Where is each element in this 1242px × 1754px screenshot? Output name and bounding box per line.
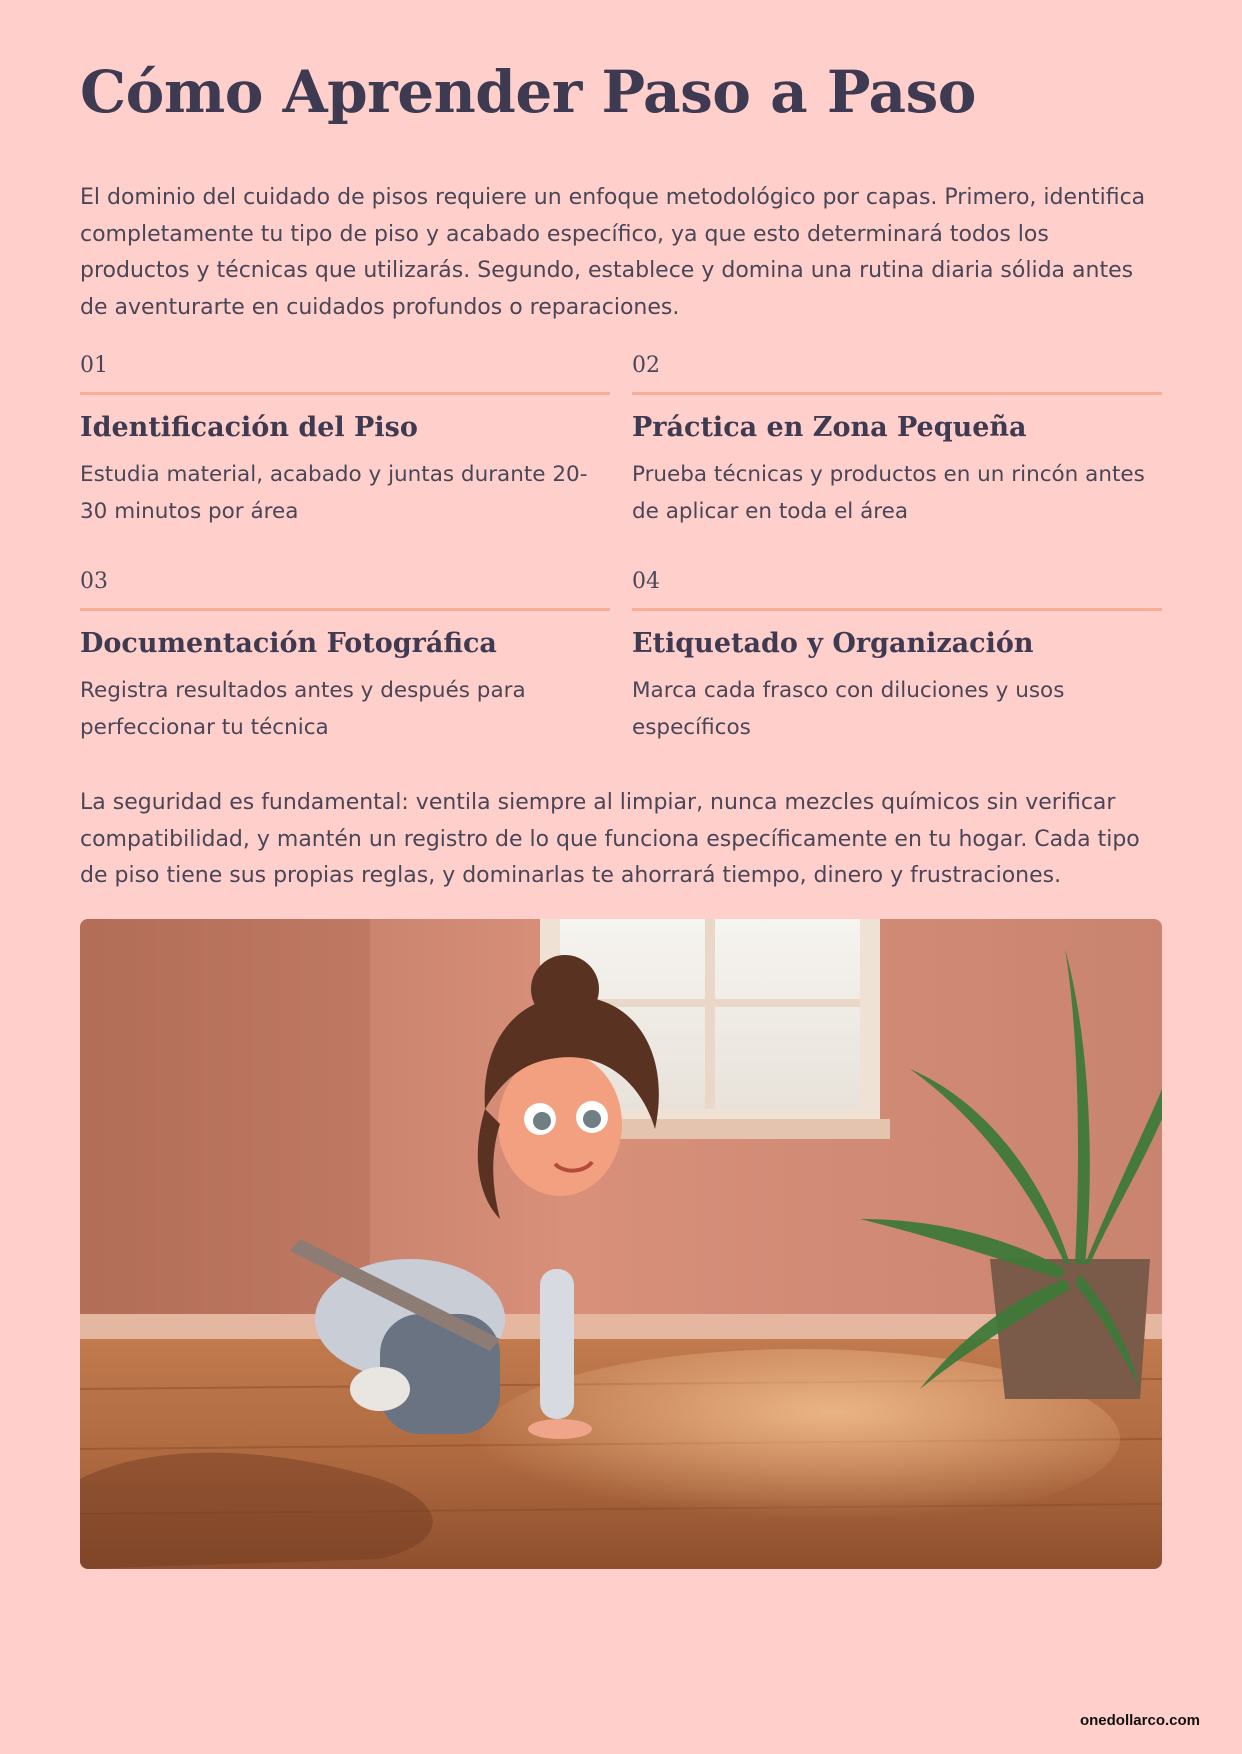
step-title: Práctica en Zona Pequeña [632, 412, 1027, 443]
step-divider [632, 392, 1162, 395]
step-card [632, 350, 1162, 530]
safety-paragraph: La seguridad es fundamental: ventila siempre al limpiar, nunca mezcles químicos sin verificar compatibilidad, y mantén un registro de lo que funciona específicamente en tu hogar. Cada tipo de piso tiene sus propias reglas, y dominarlas te ahorrará tiempo, dinero y frustraciones. [80, 790, 1140, 888]
step-number: 02 [632, 353, 660, 378]
step-description: Marca cada frasco con diluciones y usos específicos [632, 678, 1065, 740]
step-title: Etiquetado y Organización [632, 628, 1034, 659]
steps-grid [80, 350, 1162, 746]
step-divider [632, 608, 1162, 611]
step-description: Registra resultados antes y después para perfeccionar tu técnica [80, 678, 526, 740]
step-divider [80, 608, 610, 611]
step-title: Documentación Fotográfica [80, 628, 497, 659]
brand-watermark: onedollarco.com [1079, 1712, 1200, 1729]
step-card [632, 566, 1162, 746]
step-card [80, 566, 610, 746]
step-number: 03 [80, 569, 108, 594]
hero-illustration [80, 919, 1162, 1569]
step-description: Estudia material, acabado y juntas durante 20-30 minutos por área [80, 462, 588, 524]
step-divider [80, 392, 610, 395]
step-number: 01 [80, 353, 108, 378]
intro-paragraph: El dominio del cuidado de pisos requiere un enfoque metodológico por capas. Primero, identifica completamente tu tipo de piso y acabado específico, ya que esto determinará todos los productos y técnicas que utilizarás. Segundo, establece y domina una rutina diaria sólida antes de aventurarte en cuidados profundos o reparaciones. [80, 185, 1146, 320]
page-title: Cómo Aprender Paso a Paso [80, 58, 976, 126]
step-description: Prueba técnicas y productos en un rincón antes de aplicar en toda el área [632, 462, 1145, 524]
step-title: Identificación del Piso [80, 412, 418, 443]
step-number: 04 [632, 569, 660, 594]
step-card [80, 350, 610, 530]
